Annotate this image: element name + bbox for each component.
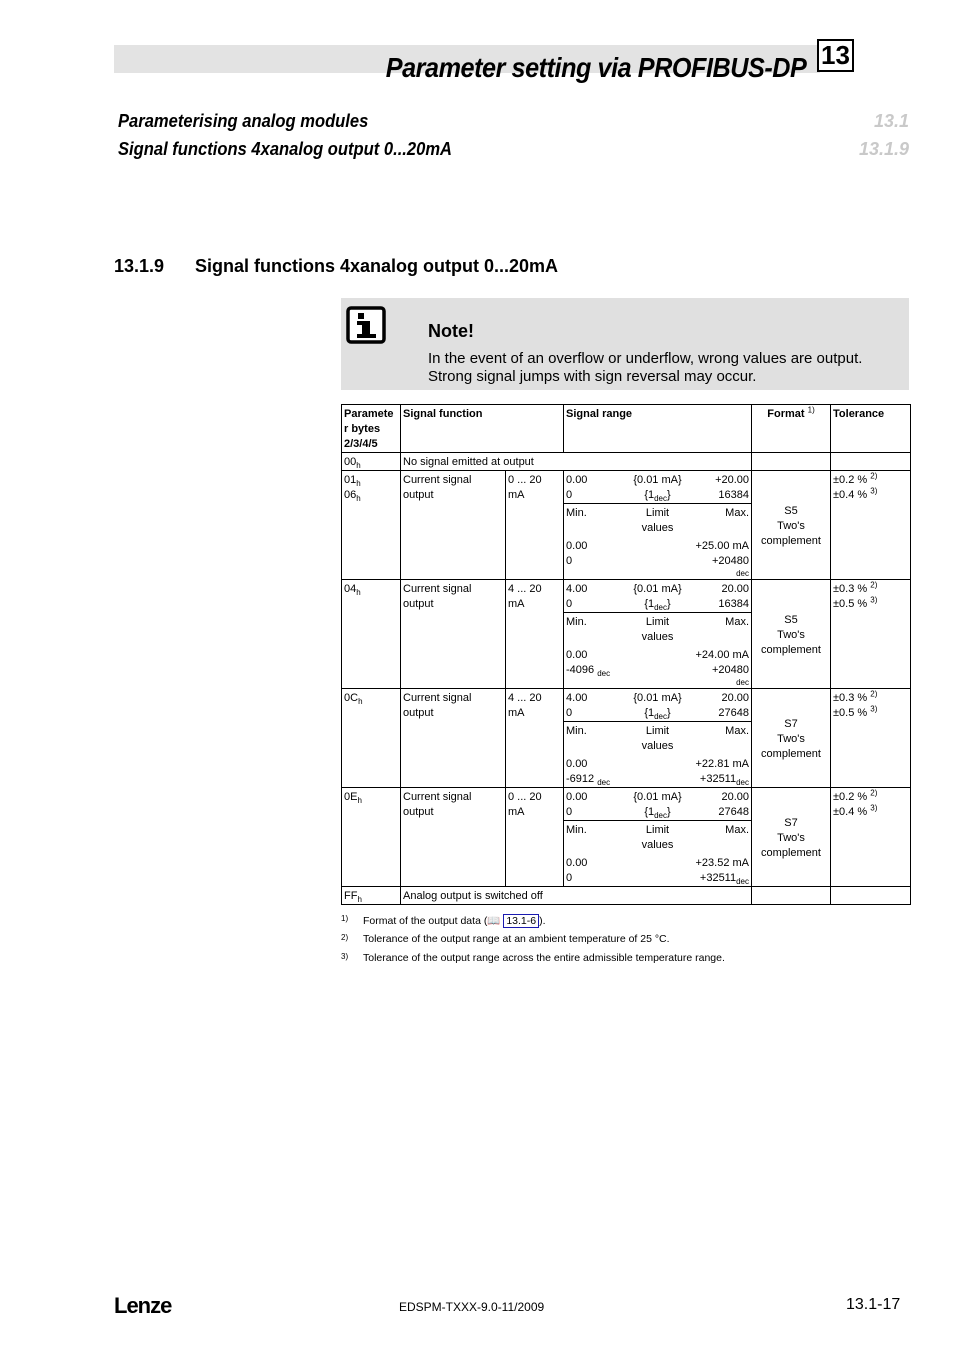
signal-range-cell: 4.00 {0.01 mA} 20.00 0 $\{1_{dec}\}$ 16384 Min. Limit values Max. 0.00 +24.00 mA -4096 $_{dec}$ +20480 dec (564, 580, 752, 689)
format-cell: S5 Two's complement (752, 471, 831, 580)
param-cell: $FF_h$ (342, 887, 401, 905)
param-cell: $0E_h$ (342, 788, 401, 887)
note-text: In the event of an overflow or underflow, wrong values are output. Strong signal jumps with sign reversal may occur. (428, 350, 863, 385)
tolerance-cell: ±0.3 % $^{2)}$ ±0.5 % $^{3)}$ (831, 689, 911, 788)
footnote-1: 1) Format of the output data (📖 13.1-6 ). (341, 914, 546, 927)
format-cell: S7 Two's complement (752, 788, 831, 887)
subheading-module-number: 13.1 (873, 111, 909, 131)
format-cell: S5 Two's complement (752, 580, 831, 689)
section-number: 13.1.9 (114, 256, 165, 276)
signal-function: Current signal output (401, 689, 506, 788)
signal-function: Current signal output (401, 788, 506, 887)
table-row (342, 580, 911, 689)
signal-span: 0 ... 20 mA (506, 788, 564, 887)
table-row (342, 788, 911, 887)
signal-range-cell: 0.00 {0.01 mA} +20.00 0 $\{1_{dec}\}$ 16384 Min. Limit values Max. 0.00 +25.00 mA 0 +20480 dec (564, 471, 752, 580)
signal-functions-table (341, 404, 911, 905)
info-icon (346, 306, 386, 344)
signal-description: Analog output is switched off (401, 887, 752, 905)
table-row (342, 689, 911, 788)
format-cell: S7 Two's complement (752, 689, 831, 788)
header-signal-range: Signal range (564, 405, 752, 453)
tolerance-cell: ±0.2 % $^{2)}$ ±0.4 % $^{3)}$ (831, 471, 911, 580)
section-title: Signal functions 4xanalog output 0...20mA (195, 256, 559, 276)
footnote-2: 2) Tolerance of the output range at an ambient temperature of 25 °C. (341, 933, 670, 945)
subheading-section-number: 13.1.9 (858, 139, 909, 159)
signal-function: Current signal output (401, 580, 506, 689)
note-heading: Note! (428, 321, 474, 341)
header-tolerance: Tolerance (831, 405, 911, 453)
chapter-title: Parameter setting via PROFIBUS-DP (385, 52, 806, 83)
param-cell: $01_h$ $06_h$ (342, 471, 401, 580)
subheading-module: Parameterising analog modules (118, 111, 369, 131)
subheading-section: Signal functions 4xanalog output 0...20mA (118, 139, 453, 159)
param-cell: $00_h$ (342, 453, 401, 471)
header-param-bytes: Paramete r bytes 2/3/4/5 (342, 405, 401, 453)
footnote-3: 3) Tolerance of the output range across the entire admissible temperature range. (341, 952, 725, 964)
book-icon: 📖 (487, 915, 501, 927)
signal-function: Current signal output (401, 471, 506, 580)
tolerance-cell: ±0.2 % $^{2)}$ ±0.4 % $^{3)}$ (831, 788, 911, 887)
signal-description: No signal emitted at output (401, 453, 752, 471)
signal-span: 4 ... 20 mA (506, 580, 564, 689)
signal-span: 0 ... 20 mA (506, 471, 564, 580)
table-row (342, 471, 911, 580)
signal-range-cell: 0.00 {0.01 mA} 20.00 0 $\{1_{dec}\}$ 27648 Min. Limit values Max. 0.00 +23.52 mA 0 $+32511_{dec}$ (564, 788, 752, 887)
page-number: 13.1-17 (846, 1296, 901, 1313)
table-row-ff (342, 887, 911, 905)
page-reference-link[interactable]: 13.1-6 (503, 914, 539, 928)
table-header-row (342, 405, 911, 453)
tolerance-cell: ±0.3 % $^{2)}$ ±0.5 % $^{3)}$ (831, 580, 911, 689)
signal-span: 4 ... 20 mA (506, 689, 564, 788)
param-cell: $0C_h$ (342, 689, 401, 788)
chapter-number: 13 (817, 39, 854, 72)
table-row-00 (342, 453, 911, 471)
header-format: Format $^{1)}$ (752, 405, 831, 453)
company-logo: Lenze (114, 1293, 172, 1318)
param-cell: $04_h$ (342, 580, 401, 689)
signal-range-cell: 4.00 {0.01 mA} 20.00 0 $\{1_{dec}\}$ 27648 Min. Limit values Max. 0.00 +22.81 mA -6912 $_{dec}$ $+32511_{dec}$ (564, 689, 752, 788)
document-code: EDSPM-TXXX-9.0-11/2009 (399, 1300, 545, 1314)
header-signal-function: Signal function (401, 405, 564, 453)
